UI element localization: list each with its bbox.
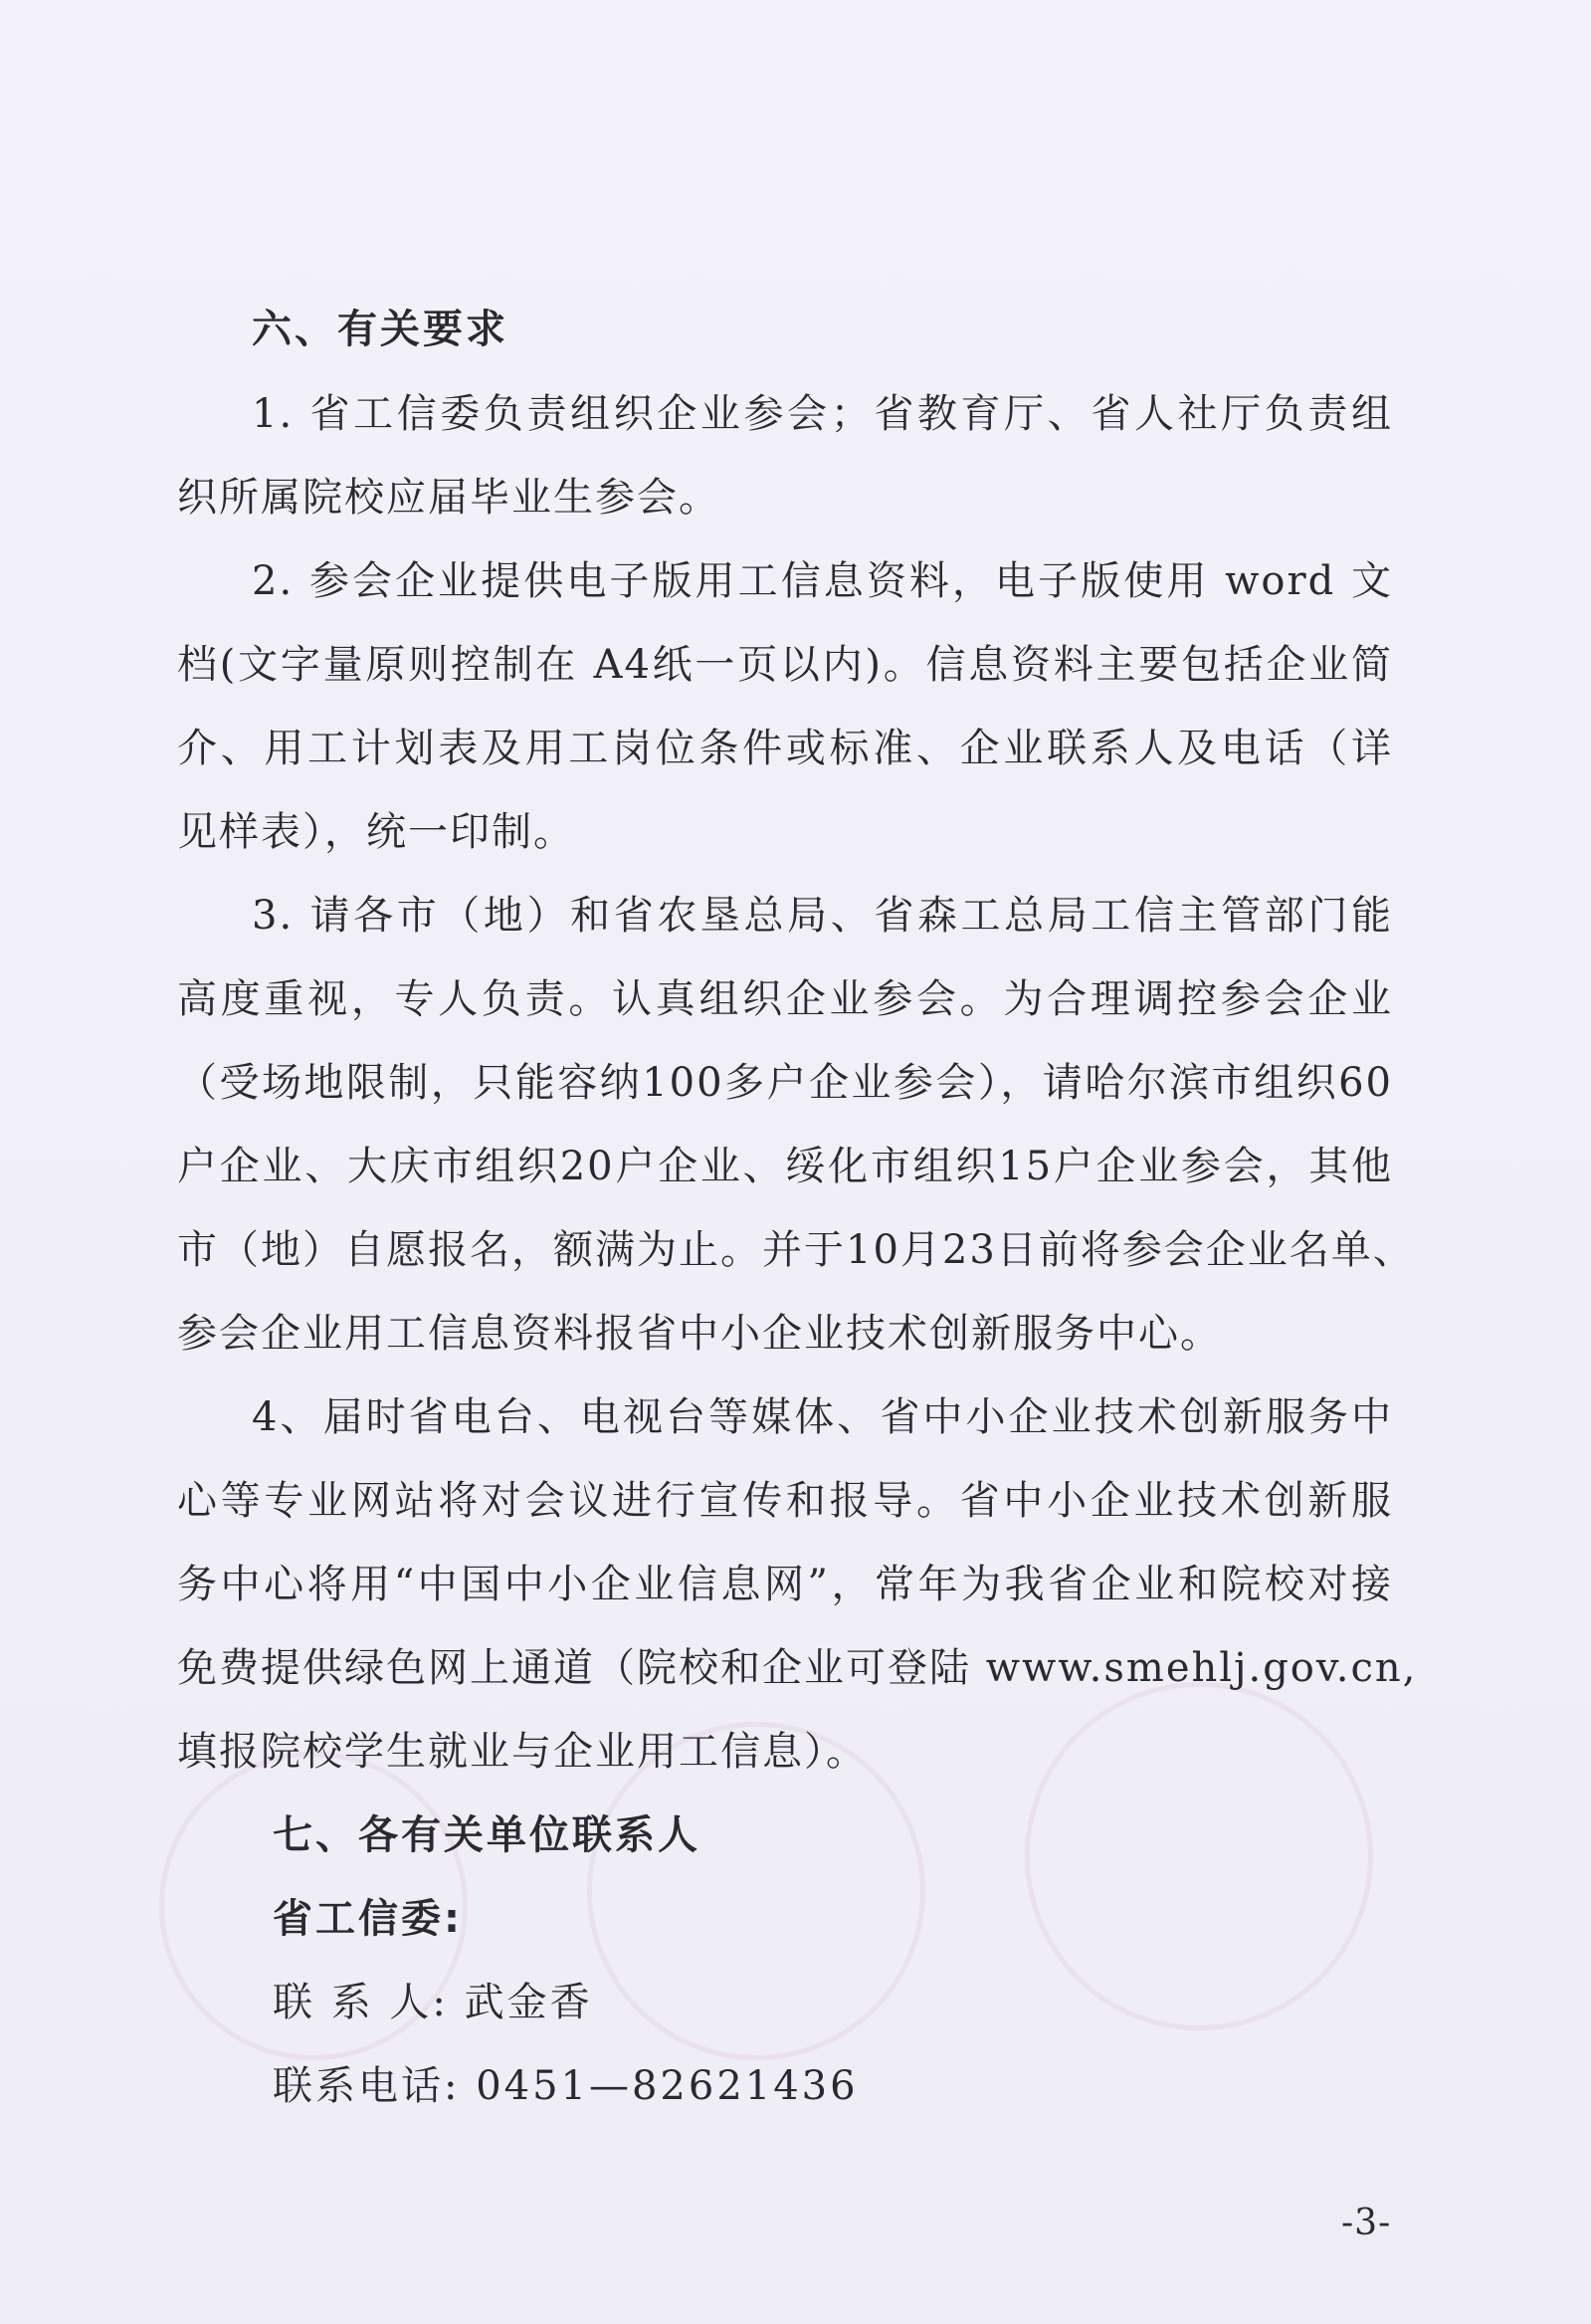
- item2-line2: 档(文字量原则控制在 A4纸一页以内)。信息资料主要包括企业简: [177, 642, 1393, 688]
- section6-heading: 六、有关要求: [252, 307, 508, 352]
- faint-stamp-right: [1025, 1682, 1373, 2030]
- item3-line3: （受场地限制，只能容纳100多户企业参会），请哈尔滨市组织60: [177, 1060, 1393, 1106]
- item1-line2: 织所属院校应届毕业生参会。: [177, 475, 720, 521]
- section7-heading: 七、各有关单位联系人: [273, 1812, 700, 1858]
- item4-line4: 免费提供绿色网上通道（院校和企业可登陆 www.smehlj.gov.cn,: [177, 1645, 1418, 1691]
- item3-line2: 高度重视，专人负责。认真组织企业参会。为合理调控参会企业: [177, 976, 1393, 1022]
- item2-line4: 见样表），统一印制。: [177, 809, 575, 855]
- item4-line3: 务中心将用“中国中小企业信息网”，常年为我省企业和院校对接: [177, 1562, 1393, 1607]
- item4-line1: 4、届时省电台、电视台等媒体、省中小企业技术创新服务中: [252, 1394, 1393, 1440]
- contact-phone: 联系电话: 0451—82621436: [273, 2063, 859, 2109]
- item2-line3: 介、用工计划表及用工岗位条件或标准、企业联系人及电话（详: [177, 726, 1393, 771]
- contact-org: 省工信委:: [273, 1896, 463, 1942]
- item3-line4: 户企业、大庆市组织20户企业、绥化市组织15户企业参会，其他: [177, 1144, 1393, 1189]
- item4-line2: 心等专业网站将对会议进行宣传和报导。省中小企业技术创新服: [177, 1478, 1393, 1524]
- item3-line5: 市（地）自愿报名，额满为止。并于10月23日前将参会企业名单、: [177, 1227, 1415, 1273]
- contact-person: 联 系 人: 武金香: [273, 1980, 593, 2025]
- item2-line1: 2. 参会企业提供电子版用工信息资料，电子版使用 word 文: [252, 558, 1393, 604]
- item1-line1: 1. 省工信委负责组织企业参会；省教育厅、省人社厅负责组: [252, 391, 1393, 437]
- item3-line6: 参会企业用工信息资料报省中小企业技术创新服务中心。: [177, 1311, 1222, 1357]
- item4-line5: 填报院校学生就业与企业用工信息）。: [177, 1729, 868, 1775]
- page-number: -3-: [1341, 2203, 1392, 2243]
- item3-line1: 3. 请各市（地）和省农垦总局、省森工总局工信主管部门能: [252, 893, 1393, 939]
